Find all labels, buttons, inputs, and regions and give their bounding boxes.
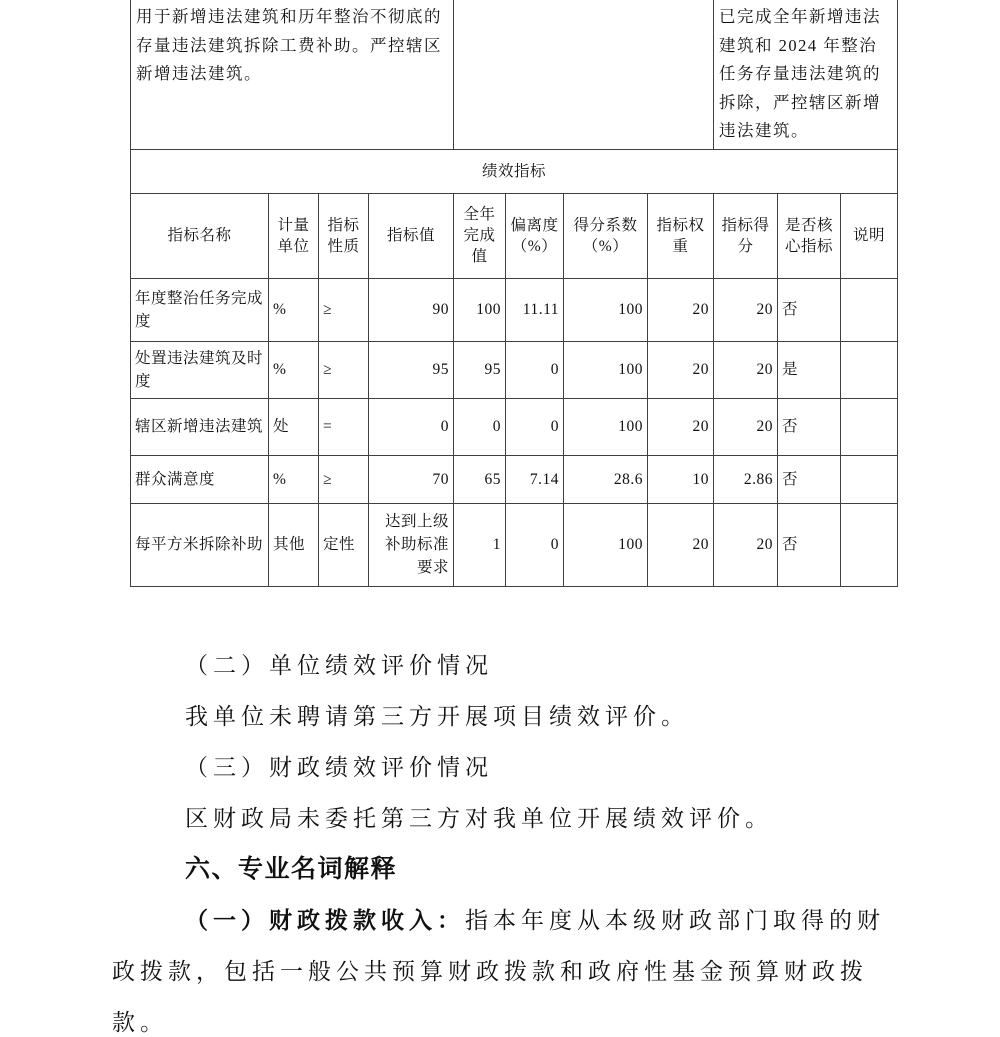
- unit-cell: %: [269, 341, 319, 398]
- unit-cell: 处: [269, 398, 319, 455]
- annual-actual-cell: 100: [454, 278, 506, 341]
- carryover-left-cell: 用于新增违法建筑和历年整治不彻底的存量违法建筑拆除工费补助。严控辖区新增违法建筑。: [131, 0, 454, 149]
- nature-cell: ≥: [319, 278, 369, 341]
- deviation-cell: 0: [506, 341, 564, 398]
- column-header-weight: 指标权重: [648, 193, 714, 278]
- indicator-name-cell: 处置违法建筑及时度: [131, 341, 269, 398]
- score-cell: 2.86: [714, 455, 778, 503]
- score-cell: 20: [714, 503, 778, 586]
- term-1-line-3: 款。: [112, 1009, 168, 1035]
- table-row: [131, 398, 898, 455]
- section-3-body: 区财政局未委托第三方对我单位开展绩效评价。: [185, 805, 773, 831]
- table-section-title-row: [131, 149, 898, 193]
- target-value-cell: 90: [369, 278, 454, 341]
- note-cell: [841, 341, 898, 398]
- core-indicator-cell: 否: [778, 278, 841, 341]
- weight-cell: 20: [648, 398, 714, 455]
- table-row: [131, 455, 898, 503]
- table-section-title: 绩效指标: [131, 149, 898, 193]
- column-header-deviation: 偏离度（%）: [506, 193, 564, 278]
- table-row: [131, 278, 898, 341]
- deviation-cell: 0: [506, 503, 564, 586]
- table-row: [131, 341, 898, 398]
- note-cell: [841, 398, 898, 455]
- nature-cell: 定性: [319, 503, 369, 586]
- carryover-right-cell: 已完成全年新增违法建筑和 2024 年整治任务存量违法建筑的拆除，严控辖区新增违法建筑。: [714, 0, 898, 149]
- target-value-cell: 达到上级补助标准要求: [369, 503, 454, 586]
- deviation-cell: 0: [506, 398, 564, 455]
- carryover-middle-cell: [454, 0, 714, 149]
- term-1-title: （一）财政拨款收入：: [185, 907, 465, 933]
- note-cell: [841, 278, 898, 341]
- nature-cell: =: [319, 398, 369, 455]
- table-header-row: [131, 193, 898, 278]
- core-indicator-cell: 否: [778, 455, 841, 503]
- score-coefficient-cell: 100: [564, 398, 648, 455]
- score-cell: 20: [714, 341, 778, 398]
- column-header-unit: 计量单位: [269, 193, 319, 278]
- score-coefficient-cell: 100: [564, 503, 648, 586]
- score-coefficient-cell: 100: [564, 278, 648, 341]
- section-6-heading: 六、专业名词解释: [185, 854, 398, 883]
- term-1-definition-start: 指本年度从本级财政部门取得的财: [465, 907, 885, 933]
- score-coefficient-cell: 28.6: [564, 455, 648, 503]
- note-cell: [841, 503, 898, 586]
- annual-actual-cell: 95: [454, 341, 506, 398]
- core-indicator-cell: 否: [778, 503, 841, 586]
- column-header-indicator-name: 指标名称: [131, 193, 269, 278]
- core-indicator-cell: 否: [778, 398, 841, 455]
- target-value-cell: 0: [369, 398, 454, 455]
- carryover-row: [131, 0, 898, 149]
- annual-actual-cell: 1: [454, 503, 506, 586]
- indicator-name-cell: 群众满意度: [131, 455, 269, 503]
- weight-cell: 20: [648, 503, 714, 586]
- section-2-heading: （二）单位绩效评价情况: [185, 652, 493, 678]
- column-header-note: 说明: [841, 193, 898, 278]
- section-2-body: 我单位未聘请第三方开展项目绩效评价。: [185, 703, 689, 729]
- annual-actual-cell: 0: [454, 398, 506, 455]
- score-cell: 20: [714, 398, 778, 455]
- core-indicator-cell: 是: [778, 341, 841, 398]
- annual-actual-cell: 65: [454, 455, 506, 503]
- unit-cell: %: [269, 278, 319, 341]
- column-header-annual-actual: 全年完成值: [454, 193, 506, 278]
- nature-cell: ≥: [319, 341, 369, 398]
- weight-cell: 10: [648, 455, 714, 503]
- indicator-name-cell: 年度整治任务完成度: [131, 278, 269, 341]
- column-header-core-indicator: 是否核心指标: [778, 193, 841, 278]
- column-header-nature: 指标性质: [319, 193, 369, 278]
- column-header-score-coefficient: 得分系数（%）: [564, 193, 648, 278]
- score-cell: 20: [714, 278, 778, 341]
- column-header-target-value: 指标值: [369, 193, 454, 278]
- note-cell: [841, 455, 898, 503]
- weight-cell: 20: [648, 341, 714, 398]
- deviation-cell: 7.14: [506, 455, 564, 503]
- section-3-heading: （三）财政绩效评价情况: [185, 754, 493, 780]
- score-coefficient-cell: 100: [564, 341, 648, 398]
- term-1-line-2: 政拨款，包括一般公共预算财政拨款和政府性基金预算财政拨: [112, 958, 868, 984]
- indicator-name-cell: 每平方米拆除补助: [131, 503, 269, 586]
- performance-indicator-table: [130, 0, 898, 587]
- unit-cell: 其他: [269, 503, 319, 586]
- indicator-name-cell: 辖区新增违法建筑: [131, 398, 269, 455]
- document-body: [112, 640, 894, 1037]
- column-header-score: 指标得分: [714, 193, 778, 278]
- target-value-cell: 70: [369, 455, 454, 503]
- deviation-cell: 11.11: [506, 278, 564, 341]
- weight-cell: 20: [648, 278, 714, 341]
- table-row: [131, 503, 898, 586]
- unit-cell: %: [269, 455, 319, 503]
- term-1-line-1: [112, 895, 894, 946]
- nature-cell: ≥: [319, 455, 369, 503]
- target-value-cell: 95: [369, 341, 454, 398]
